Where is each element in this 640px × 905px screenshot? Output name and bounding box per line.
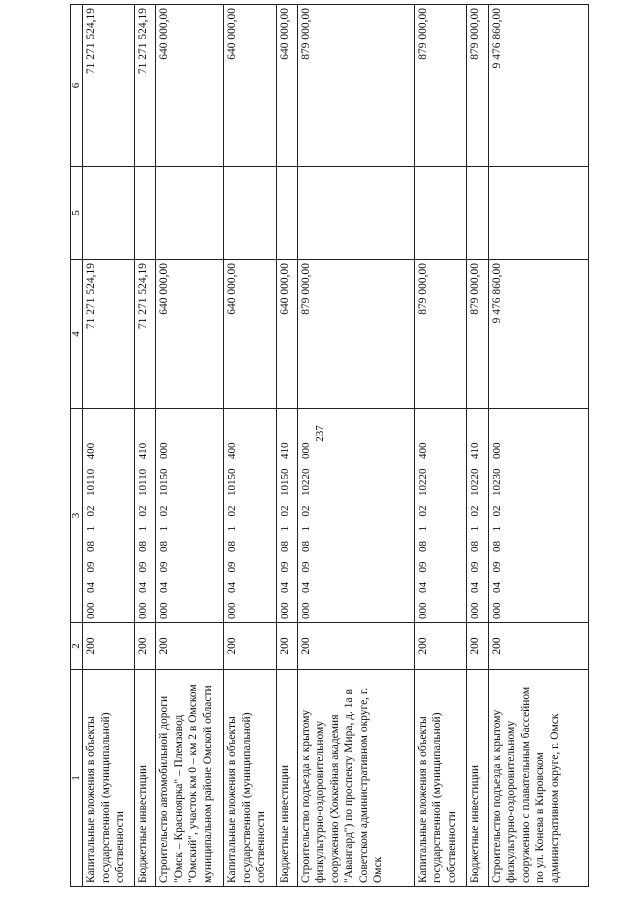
table-row (488, 5, 589, 887)
row-classification: 000 04 09 08 1 02 10220 400 (414, 409, 466, 623)
table-row (134, 5, 155, 887)
page-number: 237 (313, 425, 326, 442)
budget-table (70, 4, 589, 887)
row-classification: 000 04 09 08 1 02 10150 400 (224, 409, 276, 623)
row-code: 200 (224, 623, 276, 670)
row-col4: 640 000,00 (156, 260, 224, 409)
row-name: Капитальные вложения в объекты государственной (муниципальной) собственности (414, 670, 466, 887)
header-col-2: 2 (71, 623, 83, 670)
row-name: Строительство автомобильной дороги "Омск – Красноярка" – Племзавод "Омский", участок км 0 – км 2 в Омском муниципальном районе Омской области (156, 670, 224, 887)
row-col4: 71 271 524,19 (83, 260, 135, 409)
row-classification: 000 04 09 08 1 02 10220 000 (297, 409, 414, 623)
row-col6: 879 000,00 (414, 5, 466, 167)
row-col6: 71 271 524,19 (83, 5, 135, 167)
row-name: Капитальные вложения в объекты государственной (муниципальной) собственности (224, 670, 276, 887)
row-name: Капитальные вложения в объекты государственной (муниципальной) собственности (83, 670, 135, 887)
row-col5 (276, 167, 297, 260)
row-col5 (488, 167, 589, 260)
row-code: 200 (134, 623, 155, 670)
row-col4: 879 000,00 (467, 260, 488, 409)
table-row (297, 5, 414, 887)
row-code: 200 (156, 623, 224, 670)
row-classification: 000 04 09 08 1 02 10110 400 (83, 409, 135, 623)
table-row (83, 5, 135, 887)
row-col6: 71 271 524,19 (134, 5, 155, 167)
header-col-3: 3 (71, 409, 83, 623)
row-col4: 9 476 860,00 (488, 260, 589, 409)
row-code: 200 (414, 623, 466, 670)
row-col4: 879 000,00 (297, 260, 414, 409)
row-code: 200 (276, 623, 297, 670)
table-row (467, 5, 488, 887)
row-name: Строительство подъезда к крытому физкультурно-оздоровительному сооружению (Хоккейная академия "Авангард") по проспекту Мира, д. 1а в Советском административном округе, г. Омск (297, 670, 414, 887)
row-col6: 879 000,00 (297, 5, 414, 167)
row-name: Бюджетные инвестиции (467, 670, 488, 887)
header-col-6: 6 (71, 5, 83, 167)
row-col6: 9 476 860,00 (488, 5, 589, 167)
header-row (71, 5, 83, 887)
row-col6: 640 000,00 (224, 5, 276, 167)
row-col5 (414, 167, 466, 260)
table-row (276, 5, 297, 887)
row-col5 (83, 167, 135, 260)
row-col4: 640 000,00 (224, 260, 276, 409)
row-col5 (134, 167, 155, 260)
row-code: 200 (83, 623, 135, 670)
row-col4: 879 000,00 (414, 260, 466, 409)
header-col-1: 1 (71, 670, 83, 887)
row-classification: 000 04 09 08 1 02 10220 410 (467, 409, 488, 623)
row-code: 200 (467, 623, 488, 670)
row-col6: 640 000,00 (156, 5, 224, 167)
row-code: 200 (297, 623, 414, 670)
row-col5 (224, 167, 276, 260)
rotated-page-content (70, 5, 589, 887)
row-classification: 000 04 09 08 1 02 10150 000 (156, 409, 224, 623)
row-classification: 000 04 09 08 1 02 10150 410 (276, 409, 297, 623)
header-col-5: 5 (71, 167, 83, 260)
row-name: Бюджетные инвестиции (134, 670, 155, 887)
row-col5 (156, 167, 224, 260)
row-col6: 640 000,00 (276, 5, 297, 167)
table-row (414, 5, 466, 887)
table-row (224, 5, 276, 887)
row-col5 (297, 167, 414, 260)
row-col4: 71 271 524,19 (134, 260, 155, 409)
row-classification: 000 04 09 08 1 02 10110 410 (134, 409, 155, 623)
row-col5 (467, 167, 488, 260)
header-col-4: 4 (71, 260, 83, 409)
table-row (156, 5, 224, 887)
row-col4: 640 000,00 (276, 260, 297, 409)
row-name: Строительство подъезда к крытому физкультурно-оздоровительному сооружению с плавательным бассейном по ул. Конева в Кировском административном округе, г. Омск (488, 670, 589, 887)
row-name: Бюджетные инвестиции (276, 670, 297, 887)
row-classification: 000 04 09 08 1 02 10230 000 (488, 409, 589, 623)
row-code: 200 (488, 623, 589, 670)
row-col6: 879 000,00 (467, 5, 488, 167)
